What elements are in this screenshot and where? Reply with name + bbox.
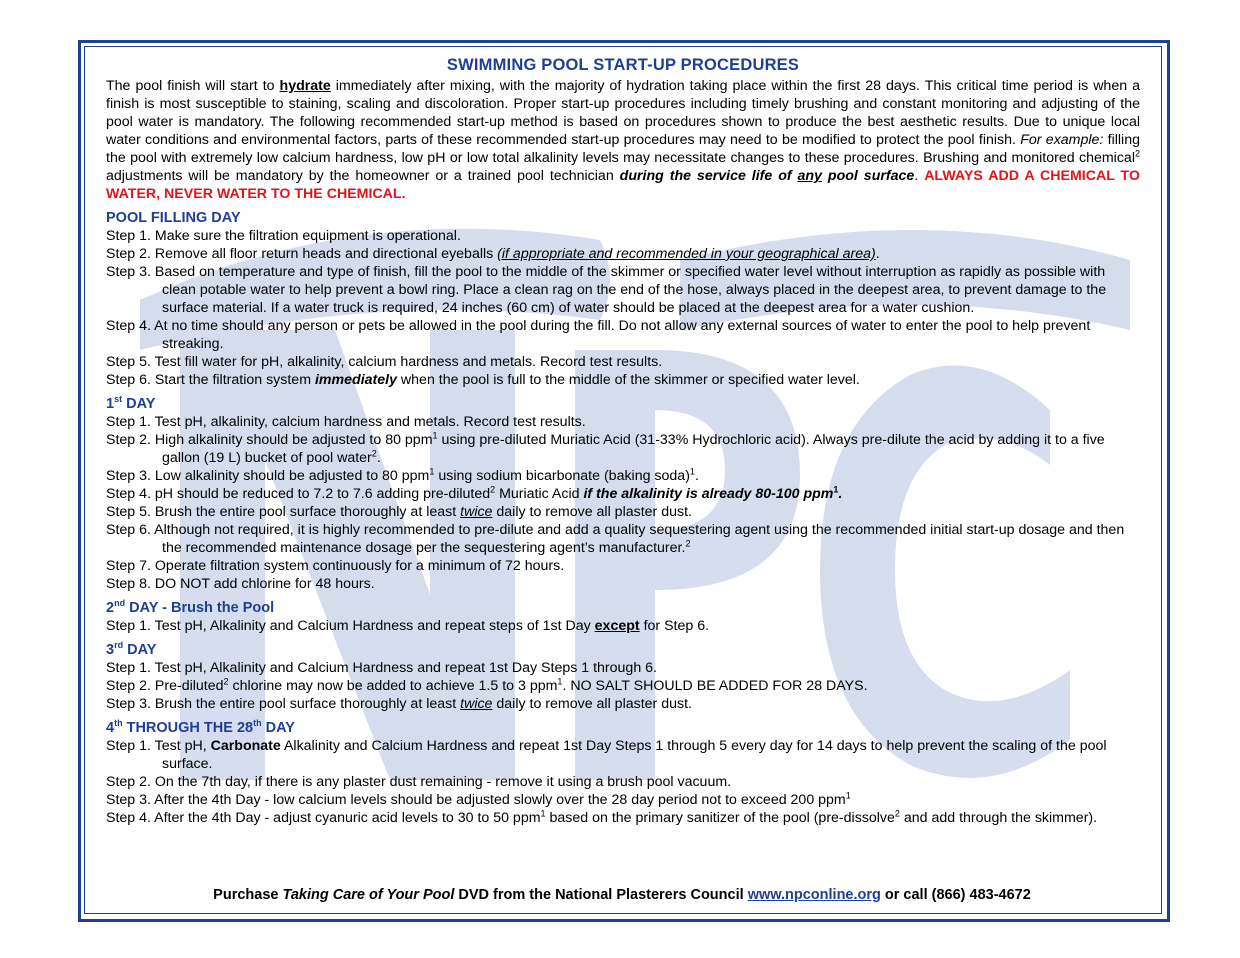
footnote-marker: 2 (894, 808, 900, 819)
step-text: Step 1. Test pH, (106, 738, 211, 754)
step-emphasis: . (838, 486, 843, 502)
heading-text: 1 (106, 396, 115, 412)
emphasis-text: pool surface (822, 168, 915, 184)
step-text: chlorine may now be added to achieve 1.5 to 3 ppm (228, 678, 558, 694)
step-text: Alkalinity and Calcium Hardness and repeat 1st Day Steps 1 through 5 every day for 14 days to help prevent the scaling of the pool surface. (162, 738, 1107, 772)
heading-text: DAY (123, 642, 157, 658)
footnote-marker: 1 (432, 430, 438, 441)
step-text: daily to remove all plaster dust. (492, 504, 692, 520)
step-text: Step 2. Pre-diluted (106, 678, 224, 694)
footnote-marker: 1 (833, 484, 839, 495)
section-heading-day1 (106, 395, 1140, 413)
step-item (106, 371, 1140, 389)
footer-promo (84, 887, 1160, 903)
step-text: Muriatic Acid (495, 486, 584, 502)
section-heading-day3 (106, 641, 1140, 659)
footnote-marker: 1 (689, 466, 695, 477)
heading-sup: rd (114, 640, 124, 651)
intro-text: . (914, 168, 925, 184)
step-text: Step 2. Remove all floor return heads and directional eyeballs (106, 246, 498, 262)
for-example-label: For example: (1020, 132, 1104, 148)
footnote-marker: 2 (490, 484, 496, 495)
npc-website-link[interactable]: www.npconline.org (747, 887, 881, 903)
heading-text: THROUGH THE 28 (122, 720, 254, 736)
step-item: Step 8. DO NOT add chlorine for 48 hours. (106, 576, 375, 592)
emphasis-text: during the service life of (619, 168, 798, 184)
chemical-warning: ALWAYS ADD A CHEMICAL TO WATER, NEVER WATER TO THE CHEMICAL. (106, 168, 1140, 202)
step-item: Step 3. Based on temperature and type of finish, fill the pool to the middle of the skimmer or specified water level without interruption as rapidly as possible with clean potable water to help prevent a bowl ring. Place a clean rag on the end of the hose, always placed in the deepest area, to prevent damage to the surface material. If a water truck is required, 24 inches (60 cm) of water should be placed at the deepest area for a water cushion. (106, 264, 1107, 316)
step-item: Step 1. Test pH, Alkalinity and Calcium Hardness and repeat 1st Day Steps 1 through 6. (106, 660, 657, 676)
step-text: for Step 6. (639, 618, 710, 634)
step-item: Step 4. At no time should any person or pets be allowed in the pool during the fill. Do not allow any external sources of water to enter the pool to help prevent streaking. (106, 318, 1091, 352)
step-emphasis: except (594, 618, 640, 634)
footnote-marker: 1 (557, 676, 563, 687)
step-text: based on the primary sanitizer of the pool (pre-dissolve (545, 810, 895, 826)
heading-text: 3 (106, 642, 115, 658)
footnote-marker: 2 (223, 676, 229, 687)
heading-text: 2 (106, 600, 115, 616)
step-text: . (376, 450, 381, 466)
step-note: (if appropriate and recommended in your geographical area) (497, 246, 876, 262)
step-item (106, 431, 1140, 467)
step-text: Step 2. High alkalinity should be adjusted to 80 ppm (106, 432, 433, 448)
step-text: . NO SALT SHOULD BE ADDED FOR 28 DAYS. (562, 678, 868, 694)
document-body (106, 52, 1140, 827)
intro-paragraph (106, 77, 1140, 203)
step-item (106, 467, 1140, 485)
section-heading-filling: POOL FILLING DAY (106, 210, 241, 226)
step-text: using sodium bicarbonate (baking soda) (434, 468, 690, 484)
footnote-marker: 2 (371, 448, 377, 459)
heading-sup: nd (114, 598, 126, 609)
step-item: Step 1. Test pH, alkalinity, calcium hardness and metals. Record test results. (106, 414, 586, 430)
section-heading-day4 (106, 719, 1140, 737)
step-text: . (694, 468, 699, 484)
emphasis-any: any (797, 168, 822, 184)
step-item: Step 7. Operate filtration system continuously for a minimum of 72 hours. (106, 558, 565, 574)
step-text: Step 4. pH should be reduced to 7.2 to 7.6 adding pre-diluted (106, 486, 491, 502)
step-text: using pre-diluted Muriatic Acid (31-33% Hydrochloric acid). Always pre-dilute the acid by adding it to a five gallon (19 L) bucket of pool water (162, 432, 1105, 466)
step-item: Step 5. Test fill water for pH, alkalinity, calcium hardness and metals. Record test results. (106, 354, 663, 370)
step-text: Step 6. Start the filtration system (106, 372, 315, 388)
step-text: Step 3. After the 4th Day - low calcium levels should be adjusted slowly over the 28 day period not to exceed 200 ppm (106, 792, 846, 808)
intro-text: immediately after mixing, with the majority of hydration taking place within the first 28 days. This critical time period is when a finish is most susceptible to staining, scaling and discoloration. Proper start-up procedures including timely brushing and constant monitoring and adjusting of the pool water is mandatory. The following recommended start-up method is based on procedures shown to produce the best aesthetic results. Due to unique local water conditions and environmental factors, parts of these recommended start-up procedures may need to be modified to protect the pool finish. (106, 78, 1140, 148)
step-item (106, 521, 1140, 557)
step-text: Step 1. Test pH, Alkalinity and Calcium Hardness and repeat steps of 1st Day (106, 618, 595, 634)
step-emphasis: twice (460, 696, 493, 712)
step-text: daily to remove all plaster dust. (492, 696, 692, 712)
step-text: Step 3. Brush the entire pool surface thoroughly at least (106, 696, 461, 712)
step-item: Step 2. On the 7th day, if there is any plaster dust remaining - remove it using a brush pool vacuum. (106, 774, 732, 790)
step-item (106, 485, 1140, 503)
footer-text: Purchase (213, 887, 283, 903)
step-text: Step 4. After the 4th Day - adjust cyanuric acid levels to 30 to 50 ppm (106, 810, 541, 826)
heading-text: DAY (261, 720, 295, 736)
step-emphasis: if the alkalinity is already 80-100 ppm (583, 486, 834, 502)
step-item (106, 677, 1140, 695)
step-text: Step 5. Brush the entire pool surface thoroughly at least (106, 504, 461, 520)
step-item (106, 695, 1140, 713)
section-heading-day2 (106, 599, 1140, 617)
step-text: Step 6. Although not required, it is highly recommended to pre-dilute and add a quality sequestering agent using the recommended initial start-up dosage and then the recommended maintenance dosage per the sequestering agent’s manufacturer. (106, 522, 1125, 556)
step-text: and add through the skimmer). (899, 810, 1098, 826)
step-item (106, 809, 1140, 827)
intro-text: adjustments will be mandatory by the homeowner or a trained pool technician (106, 168, 620, 184)
step-emphasis: immediately (314, 372, 397, 388)
step-text: . (875, 246, 880, 262)
heading-text: DAY - Brush the Pool (125, 600, 275, 616)
footnote-marker: 1 (845, 790, 851, 801)
page-title: SWIMMING POOL START-UP PROCEDURES (446, 56, 800, 74)
step-item (106, 737, 1140, 773)
footnote-marker: 1 (429, 466, 435, 477)
step-text: when the pool is full to the middle of the skimmer or specified water level. (396, 372, 860, 388)
heading-sup: st (114, 394, 123, 405)
step-emphasis: twice (460, 504, 493, 520)
heading-sup: th (114, 718, 123, 729)
footer-text: DVD from the National Plasterers Council (454, 887, 748, 903)
intro-text: filling the pool with extremely low calcium hardness, low pH or low total alkalinity levels may necessitate changes to these procedures. Brushing and monitored chemical (106, 132, 1140, 166)
intro-text: The pool finish will start to (106, 78, 280, 94)
heading-sup: th (253, 718, 262, 729)
step-item (106, 791, 1140, 809)
step-item: Step 1. Make sure the filtration equipment is operational. (106, 228, 461, 244)
heading-text: DAY (122, 396, 156, 412)
step-item (106, 245, 1140, 263)
step-text: Step 3. Low alkalinity should be adjusted to 80 ppm (106, 468, 430, 484)
footnote-marker: 2 (685, 538, 691, 549)
hydrate-term: hydrate (279, 78, 331, 94)
step-item (106, 503, 1140, 521)
step-emphasis: Carbonate (210, 738, 281, 754)
heading-text: 4 (106, 720, 115, 736)
footer-phone: or call (866) 483-4672 (880, 887, 1031, 903)
footnote-marker: 2 (1134, 148, 1140, 159)
footnote-marker: 1 (540, 808, 546, 819)
dvd-title: Taking Care of Your Pool (282, 887, 455, 903)
step-item (106, 617, 1140, 635)
